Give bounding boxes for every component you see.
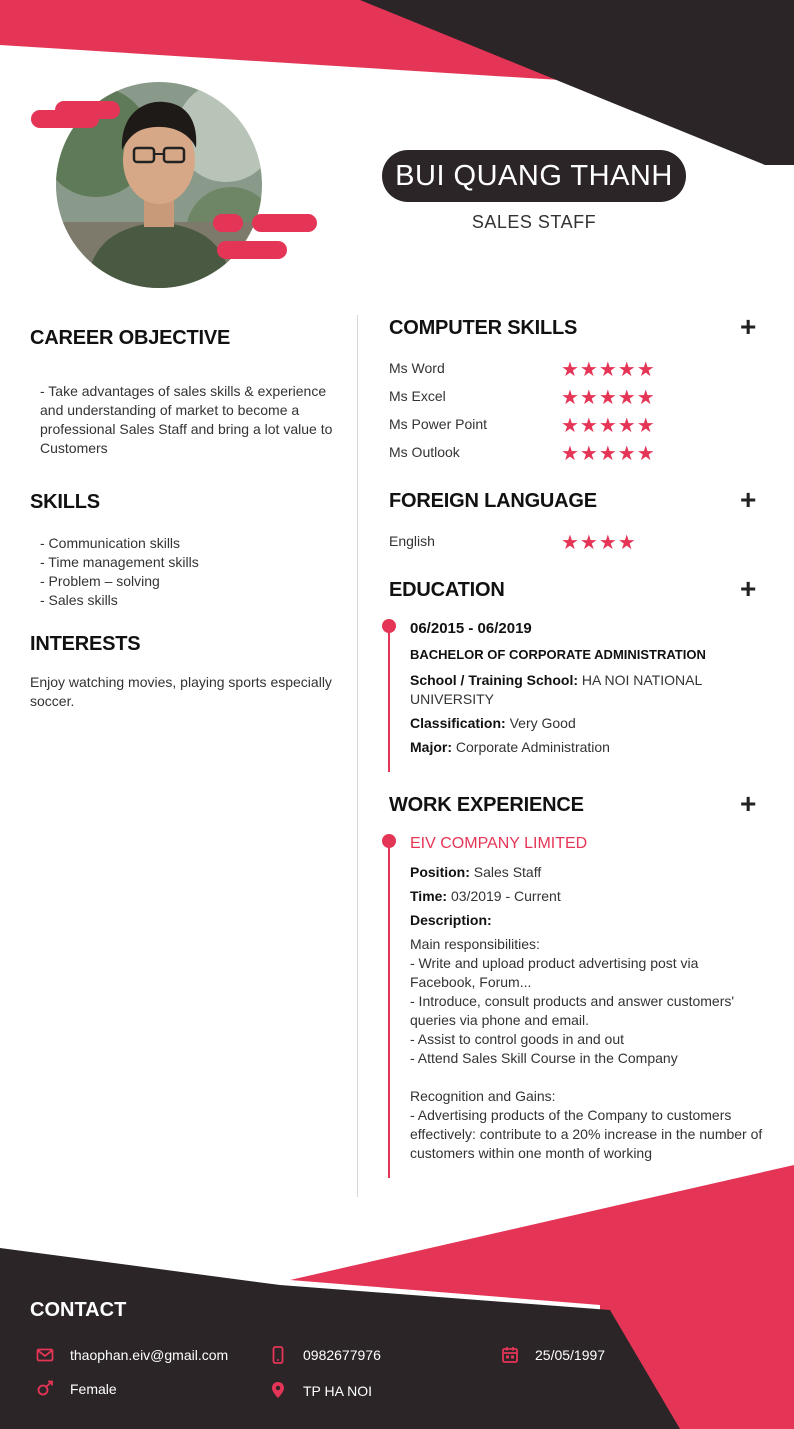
star-rating-icon: ★★★★★ [561,359,656,381]
description-line: - Introduce, consult products and answer customers' [410,993,735,1009]
school-label: School / Training School: [410,672,579,688]
career-objective-line: Customers [40,440,108,456]
school-value: HA NOI NATIONAL [581,672,703,688]
star-rating-icon: ★★★★★ [561,443,656,465]
interests-line: Enjoy watching movies, playing sports especially [30,674,332,690]
contact-title: CONTACT [30,1299,127,1321]
contact-birthday: 25/05/1997 [535,1347,606,1363]
skill-row [389,360,689,380]
education-plus-icon[interactable]: + [740,573,757,604]
gender-icon [36,1380,54,1398]
education-major [410,738,610,757]
skill-label: Ms Excel [389,388,446,404]
career-objective-line: - Take advantages of sales skills & experience [40,383,327,399]
skills-item: - Communication skills [40,535,181,551]
career-objective-title: CAREER OBJECTIVE [30,327,231,349]
description-line [410,1068,780,1087]
skill-label: Ms Word [389,360,445,376]
time-label: Time: [410,888,448,904]
education-timeline [388,625,390,772]
contact-gender: Female [70,1381,117,1397]
work-experience-title: WORK EXPERIENCE [389,794,584,816]
work-description [410,935,780,1163]
language-row [389,533,689,553]
description-line: effectively: contribute to a 20% increase in the number of [410,1126,763,1142]
skills-item: - Problem – solving [40,573,160,589]
work-description-label [410,911,492,930]
description-line: customers within one month of working [410,1145,652,1161]
classification-value: Very Good [509,715,576,731]
skills-item: - Sales skills [40,592,118,608]
work-company: EIV COMPANY LIMITED [410,835,588,852]
candidate-name: BUI QUANG THANH [382,150,686,202]
time-value: 03/2019 - Current [450,888,561,904]
position-label: Position: [410,864,470,880]
contact-phone[interactable]: 0982677976 [303,1347,381,1363]
skill-row [389,444,689,464]
computer-skills-title: COMPUTER SKILLS [389,317,578,339]
position-value: Sales Staff [473,864,542,880]
skills-list [40,534,350,610]
interests-text [30,673,350,711]
foreign-language-plus-icon[interactable]: + [740,484,757,515]
skill-row [389,416,689,436]
education-timeline-dot [382,619,396,633]
major-value: Corporate Administration [455,739,610,755]
work-time [410,887,561,906]
education-title: EDUCATION [389,579,505,601]
education-degree: BACHELOR OF CORPORATE ADMINISTRATION [410,647,706,662]
decor-pill-5 [217,241,287,259]
school-value-cont: UNIVERSITY [410,691,495,707]
job-title: SALES STAFF [471,212,597,232]
education-classification [410,714,576,733]
work-timeline [388,840,390,1178]
work-position [410,863,541,882]
description-label: Description: [410,912,492,928]
foreign-language-title: FOREIGN LANGUAGE [389,490,597,512]
star-rating-icon: ★★★★★ [561,415,656,437]
decor-pill-3 [213,214,243,232]
description-line: - Attend Sales Skill Course in the Company [410,1050,678,1066]
phone-icon [269,1346,287,1364]
description-line: - Write and upload product advertising post via [410,955,699,971]
language-label: English [389,533,435,549]
description-line: Recognition and Gains: [410,1088,556,1104]
education-school [410,671,750,709]
major-label: Major: [410,739,452,755]
description-line: - Advertising products of the Company to customers [410,1107,732,1123]
star-rating-icon: ★★★★★ [561,387,656,409]
decor-pill-2 [31,110,99,128]
skills-item: - Time management skills [40,554,199,570]
contact-address: TP HA NOI [303,1383,372,1399]
star-rating-icon: ★★★★ [561,532,637,554]
calendar-icon [501,1346,519,1364]
interests-line: soccer. [30,693,75,709]
description-line: queries via phone and email. [410,1012,590,1028]
computer-skills-plus-icon[interactable]: + [740,311,757,342]
skill-label: Ms Power Point [389,416,488,432]
classification-label: Classification: [410,715,506,731]
column-divider [357,315,358,1197]
education-period: 06/2015 - 06/2019 [410,620,532,637]
career-objective-line: and understanding of market to become a [40,402,300,418]
career-objective-text [40,382,350,458]
interests-title: INTERESTS [30,633,141,655]
location-icon [269,1381,287,1399]
contact-email[interactable]: thaophan.eiv@gmail.com [70,1347,229,1363]
decor-pill-4 [252,214,317,232]
skills-title: SKILLS [30,491,100,513]
work-timeline-dot [382,834,396,848]
career-objective-line: professional Sales Staff and bring a lot value to [40,421,333,437]
skill-row [389,388,689,408]
description-line: Facebook, Forum... [410,974,532,990]
description-line: - Assist to control goods in and out [410,1031,625,1047]
email-icon [36,1346,54,1364]
skill-label: Ms Outlook [389,444,460,460]
description-line: Main responsibilities: [410,936,540,952]
work-experience-plus-icon[interactable]: + [740,788,757,819]
